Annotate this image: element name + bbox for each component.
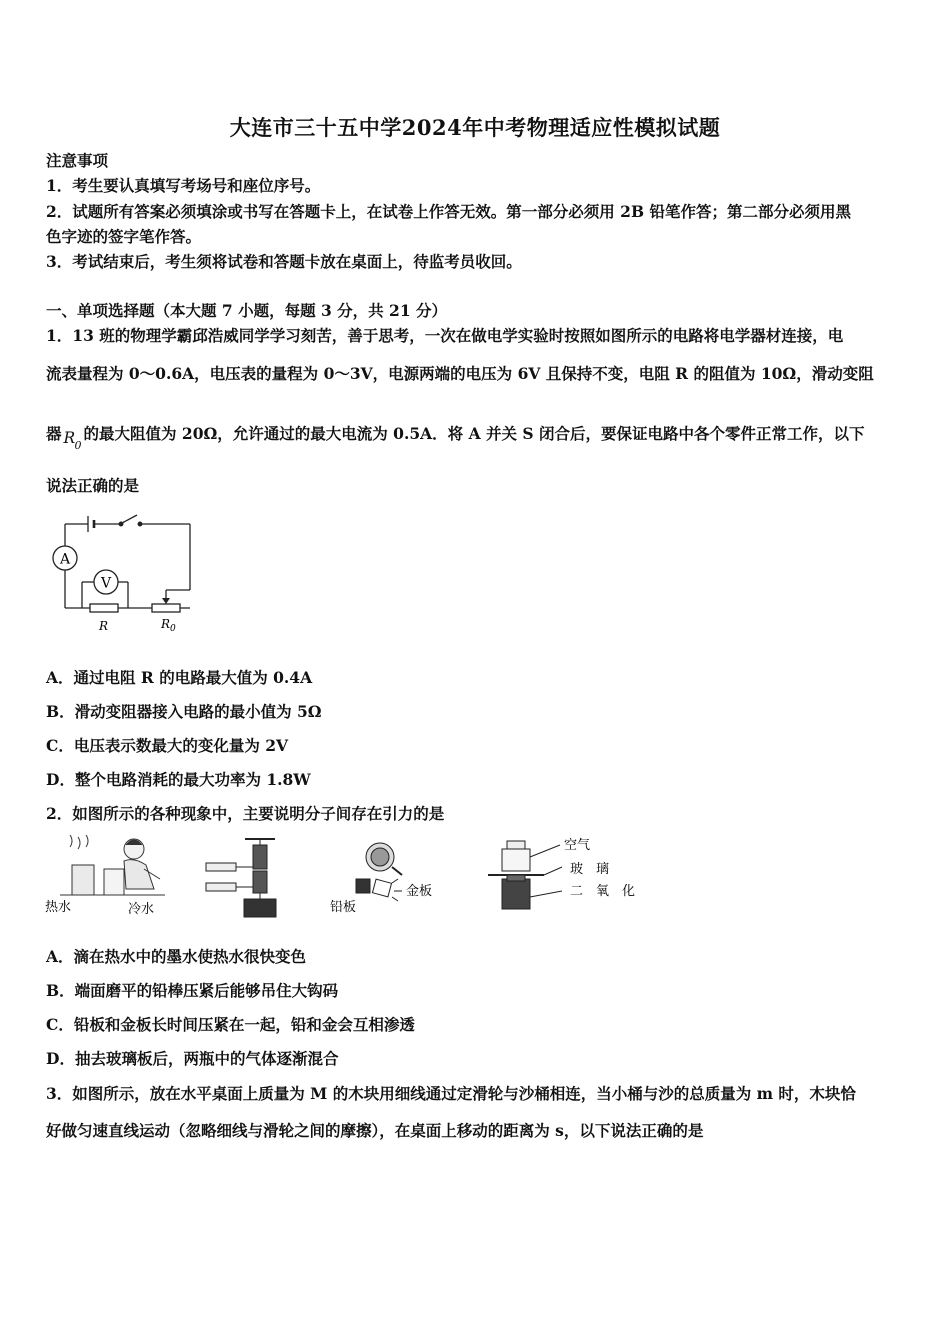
r0-symbol-sub: 0	[74, 439, 82, 452]
rheostat-r0-sub: 0	[170, 624, 176, 634]
lead-cylinder-top	[253, 845, 267, 869]
q2-option-a: A．滴在热水中的墨水使热水很快变色	[46, 947, 307, 966]
hot-water-label: 热水	[45, 900, 72, 915]
section-heading: 一、单项选择题（本大题 7 小题，每题 3 分，共 21 分）	[46, 301, 448, 320]
steam-icon	[70, 835, 88, 849]
no2-label: 二 氧 化	[570, 884, 636, 899]
air-label: 空气	[564, 838, 591, 853]
lead-plate-block	[356, 879, 370, 893]
resistor-r-label: R	[99, 619, 109, 633]
hot-water-cup	[72, 865, 94, 895]
resistor-r	[90, 604, 118, 612]
q2-option-c: C．铅板和金板长时间压紧在一起，铅和金会互相渗透	[46, 1015, 415, 1034]
q2-stem: 2．如图所示的各种现象中，主要说明分子间存在引力的是	[46, 804, 445, 823]
notice-item: 1．考生要认真填写考场号和座位序号。	[46, 176, 321, 195]
panel-lead-cylinders	[206, 839, 276, 917]
q1-stem-line: 说法正确的是	[46, 476, 140, 495]
cold-water-label: 冷水	[128, 902, 155, 917]
notice-item: 2．试题所有答案必须填涂或书写在答题卡上，在试卷上作答无效。第一部分必须用 2B 铅笔作答；第二部分必须用黑	[46, 202, 851, 221]
lead-plate-label: 铅板	[330, 900, 357, 915]
q1-stem-prefix: 器	[46, 424, 62, 443]
panel-hot-cold-water	[60, 835, 165, 895]
notice-heading: 注意事项	[46, 151, 109, 170]
no2-bottle	[502, 879, 530, 909]
gold-plate-block	[372, 879, 391, 897]
q2-option-b: B．端面磨平的铅棒压紧后能够吊住大钩码	[46, 981, 339, 1000]
notice-item: 色字迹的签字笔作答。	[46, 227, 202, 246]
q1-stem-rest: 的最大阻值为 20Ω，允许通过的最大电流为 0.5A．将 A 并关 S 闭合后，要保证电路中各个零件正常工作，以下	[83, 424, 865, 443]
q1-option-d: D．整个电路消耗的最大功率为 1.8W	[46, 770, 311, 789]
q3-stem-line: 3．如图所示，放在水平桌面上质量为 M 的木块用细线通过定滑轮与沙桶相连，当小桶与沙的总质量为 m 时，木块恰	[46, 1084, 856, 1103]
ammeter-label: A	[59, 551, 71, 568]
panel-lead-gold	[356, 843, 402, 901]
q1-stem-line	[46, 423, 906, 452]
glass-label: 玻 璃	[570, 862, 610, 877]
q1-option-a: A．通过电阻 R 的电路最大值为 0.4A	[46, 668, 313, 687]
rheostat-r0	[152, 604, 180, 612]
q1-stem-line: 1．13 班的物理学霸邱浩威同学学习刻苦，善于思考，一次在做电学实验时按照如图所示的电路将电学器材连接，电	[46, 326, 844, 345]
page-title: 大连市三十五中学2024年中考物理适应性模拟试题	[229, 115, 721, 140]
r0-symbol-letter: R	[63, 429, 76, 447]
notice-item: 3．考试结束后，考生须将试卷和答题卡放在桌面上，待监考员收回。	[46, 252, 522, 271]
switch-blade	[122, 515, 137, 523]
air-bottle	[502, 849, 530, 871]
rheostat-slider-arrow	[162, 598, 170, 604]
q1-option-b: B．滑动变阻器接入电路的最小值为 5Ω	[46, 702, 322, 721]
panel-gas-bottles	[488, 841, 562, 909]
rheostat-r0-label: R	[161, 617, 171, 631]
q3-stem-line: 好做匀速直线运动（忽略细线与滑轮之间的摩擦），在桌面上移动的距离为 s，以下说法正确的是	[46, 1121, 704, 1140]
cold-water-cup	[104, 869, 124, 895]
weight-block	[244, 899, 276, 917]
lead-cylinder-bottom	[253, 871, 267, 893]
gold-plate-label: 金板	[406, 884, 433, 899]
q1-option-c: C．电压表示数最大的变化量为 2V	[46, 736, 289, 755]
q1-stem-line: 流表量程为 0～0.6A，电压表的量程为 0～3V，电源两端的电压为 6V 且保持不变，电阻 R 的阻值为 10Ω，滑动变阻	[46, 364, 874, 383]
q2-figure	[40, 835, 650, 920]
voltmeter-label: V	[100, 575, 112, 592]
q1-circuit-figure	[44, 510, 204, 635]
q2-option-d: D．抽去玻璃板后，两瓶中的气体逐渐混合	[46, 1049, 339, 1068]
